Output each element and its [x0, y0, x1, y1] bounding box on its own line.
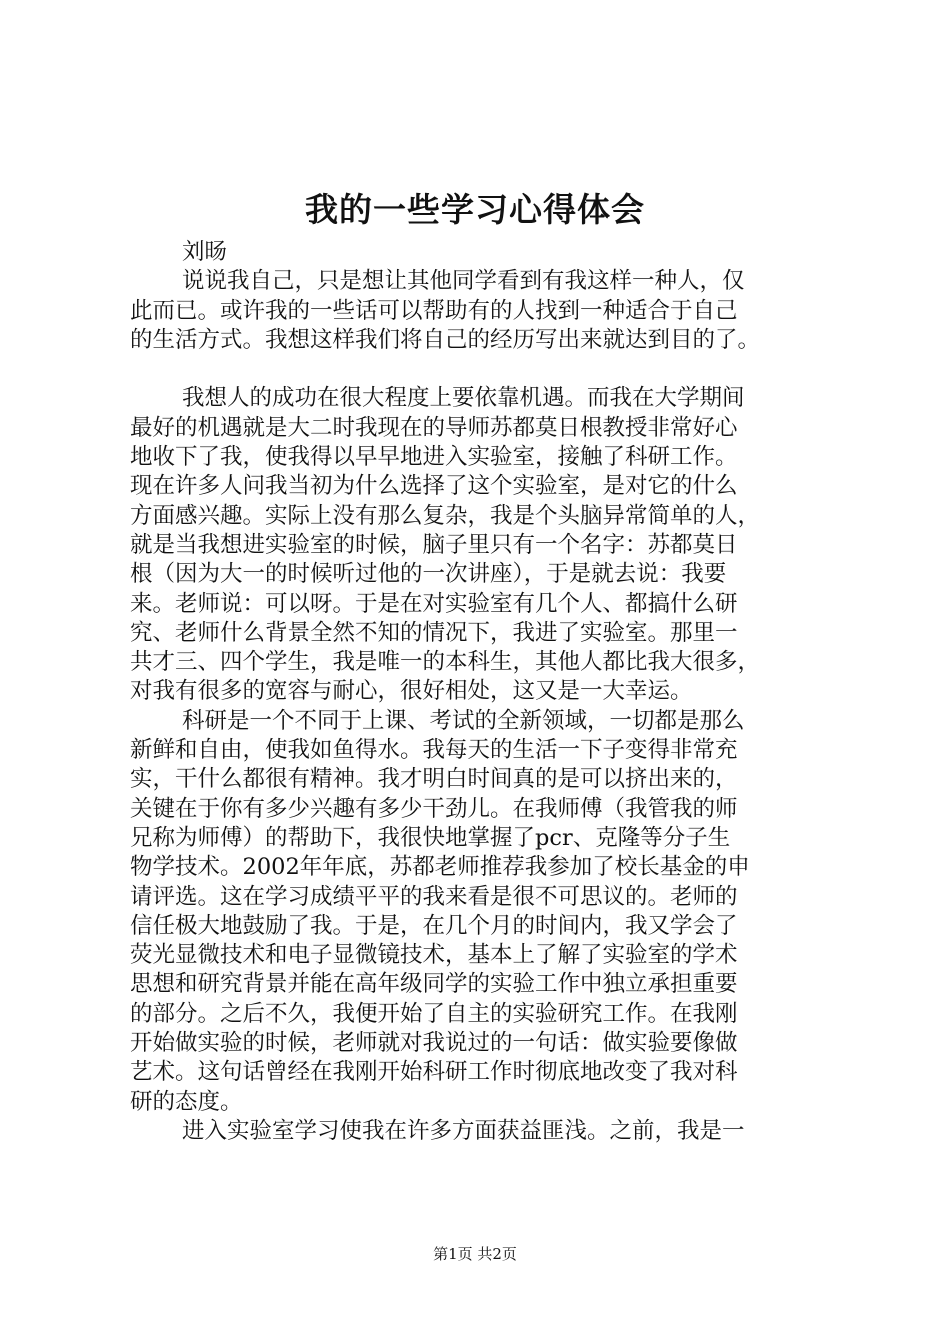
document-title: 我的一些学习心得体会 — [305, 190, 645, 229]
paragraph-line: 物学技术。2002年年底，苏都老师推荐我参加了校长基金的申 — [130, 854, 750, 881]
paragraph-line: 艺术。这句话曾经在我刚开始科研工作时彻底地改变了我对科 — [130, 1059, 738, 1086]
paragraph-line: 地收下了我，使我得以早早地进入实验室，接触了科研工作。 — [130, 444, 738, 471]
paragraph-line: 兄称为师傅）的帮助下，我很快地掌握了pcr、克隆等分子生 — [130, 824, 731, 851]
paragraph-line: 的部分。之后不久，我便开始了自主的实验研究工作。在我刚 — [130, 1000, 738, 1027]
paragraph-line: 现在许多人问我当初为什么选择了这个实验室，是对它的什么 — [130, 473, 738, 500]
paragraph-first-line: 科研是一个不同于上课、考试的全新领域，一切都是那么 — [182, 707, 745, 734]
page-footer: 第1页 共2页 — [433, 1245, 517, 1263]
paragraph-line: 方面感兴趣。实际上没有那么复杂，我是个头脑异常简单的人， — [130, 502, 761, 529]
paragraph-line: 信任极大地鼓励了我。于是，在几个月的时间内，我又学会了 — [130, 912, 738, 939]
paragraph-line: 新鲜和自由，使我如鱼得水。我每天的生活一下子变得非常充 — [130, 737, 738, 764]
paragraph-line: 究、老师什么背景全然不知的情况下，我进了实验室。那里一 — [130, 619, 738, 646]
paragraph-line: 开始做实验的时候，老师就对我说过的一句话：做实验要像做 — [130, 1030, 738, 1057]
paragraph-line: 来。老师说：可以呀。于是在对实验室有几个人、都搞什么研 — [130, 590, 738, 617]
paragraph-first-line: 我想人的成功在很大程度上要依靠机遇。而我在大学期间 — [182, 385, 745, 412]
blank-line — [130, 355, 830, 384]
paragraph-line: 最好的机遇就是大二时我现在的导师苏都莫日根教授非常好心 — [130, 414, 738, 441]
paragraph-line: 请评选。这在学习成绩平平的我来看是很不可思议的。老师的 — [130, 883, 738, 910]
paragraph-line: 思想和研究背景并能在高年级同学的实验工作中独立承担重要 — [130, 971, 738, 998]
paragraph-line: 就是当我想进实验室的时候，脑子里只有一个名字：苏都莫日 — [130, 531, 738, 558]
paragraph-line: 荧光显微技术和电子显微镜技术，基本上了解了实验室的学术 — [130, 942, 738, 969]
paragraph-line: 的生活方式。我想这样我们将自己的经历写出来就达到目的了。 — [130, 326, 761, 353]
document-body — [130, 238, 830, 1146]
paragraph-line: 研的态度。 — [130, 1088, 243, 1115]
paragraph-line: 实，干什么都很有精神。我才明白时间真的是可以挤出来的， — [130, 766, 738, 793]
paragraph-line: 关键在于你有多少兴趣有多少干劲儿。在我师傅（我管我的师 — [130, 795, 738, 822]
paragraph-line: 共才三、四个学生，我是唯一的本科生，其他人都比我大很多， — [130, 649, 761, 676]
paragraph-line: 根（因为大一的时候听过他的一次讲座），于是就去说：我要 — [130, 561, 727, 588]
paragraph-line: 对我有很多的宽容与耐心，很好相处，这又是一大幸运。 — [130, 678, 693, 705]
paragraph-first-line: 说说我自己，只是想让其他同学看到有我这样一种人，仅 — [182, 268, 745, 295]
author-name: 刘旸 — [182, 239, 228, 265]
paragraph-first-line: 进入实验室学习使我在许多方面获益匪浅。之前，我是一 — [182, 1117, 745, 1144]
paragraph-line: 此而已。或许我的一些话可以帮助有的人找到一种适合于自己 — [130, 297, 738, 324]
